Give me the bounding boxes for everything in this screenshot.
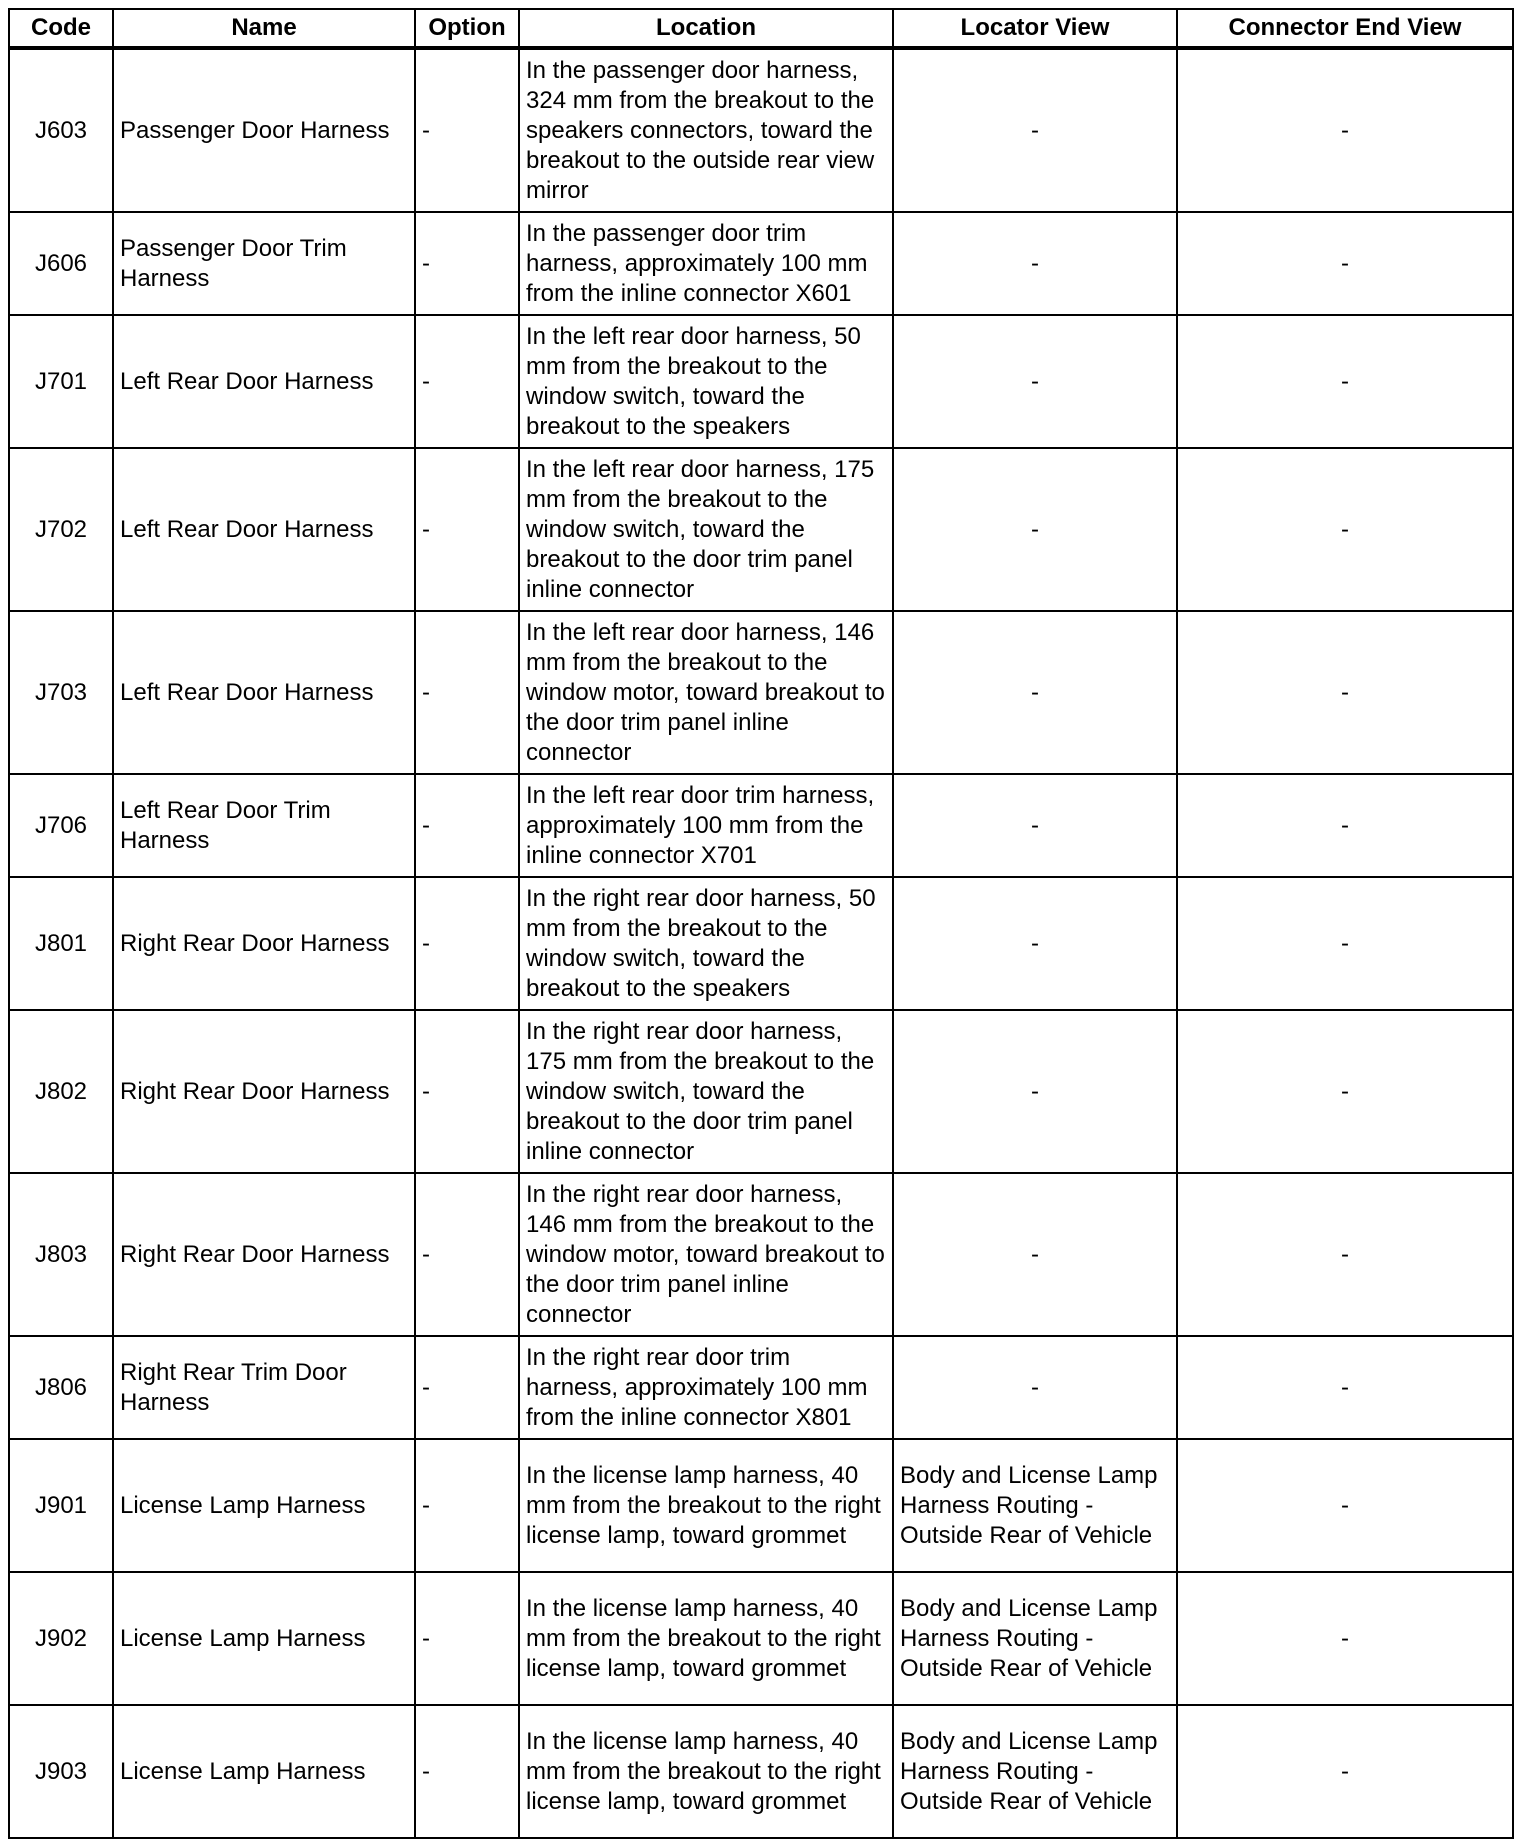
table-row: [9, 1010, 1513, 1173]
cell-name: Left Rear Door Harness: [113, 611, 415, 774]
cell-code: J702: [9, 448, 113, 611]
cell-locator-view: -: [893, 877, 1177, 1010]
cell-connector-end-view: -: [1177, 1336, 1513, 1439]
cell-option: -: [415, 1705, 519, 1838]
cell-connector-end-view: -: [1177, 1010, 1513, 1173]
cell-code: J706: [9, 774, 113, 877]
cell-locator-view: -: [893, 1336, 1177, 1439]
cell-option: -: [415, 1010, 519, 1173]
cell-option: -: [415, 212, 519, 315]
cell-connector-end-view: -: [1177, 877, 1513, 1010]
cell-location: In the license lamp harness, 40 mm from the breakout to the right license lamp, toward grommet: [519, 1705, 893, 1838]
cell-code: J603: [9, 48, 113, 212]
cell-connector-end-view: -: [1177, 315, 1513, 448]
cell-location: In the left rear door harness, 146 mm from the breakout to the window motor, toward breakout to the door trim panel inline connector: [519, 611, 893, 774]
cell-name: Left Rear Door Trim Harness: [113, 774, 415, 877]
cell-option: -: [415, 448, 519, 611]
cell-locator-view: -: [893, 448, 1177, 611]
cell-code: J901: [9, 1439, 113, 1572]
table-row: [9, 1572, 1513, 1705]
table-row: [9, 315, 1513, 448]
cell-name: Left Rear Door Harness: [113, 448, 415, 611]
cell-location: In the license lamp harness, 40 mm from the breakout to the right license lamp, toward grommet: [519, 1439, 893, 1572]
cell-name: License Lamp Harness: [113, 1572, 415, 1705]
header-locator-view: Locator View: [893, 9, 1177, 48]
cell-locator-view: -: [893, 48, 1177, 212]
cell-location: In the passenger door trim harness, approximately 100 mm from the inline connector X601: [519, 212, 893, 315]
table-row: [9, 611, 1513, 774]
table-row: [9, 448, 1513, 611]
cell-locator-view: Body and License Lamp Harness Routing - Outside Rear of Vehicle: [893, 1572, 1177, 1705]
cell-option: -: [415, 315, 519, 448]
splice-pack-table: [8, 8, 1514, 1839]
cell-name: Right Rear Door Harness: [113, 1173, 415, 1336]
table-row: [9, 212, 1513, 315]
cell-connector-end-view: -: [1177, 448, 1513, 611]
cell-locator-view: -: [893, 315, 1177, 448]
cell-option: -: [415, 1439, 519, 1572]
cell-option: -: [415, 1336, 519, 1439]
cell-connector-end-view: -: [1177, 1439, 1513, 1572]
cell-locator-view: Body and License Lamp Harness Routing - Outside Rear of Vehicle: [893, 1439, 1177, 1572]
cell-option: -: [415, 611, 519, 774]
cell-name: License Lamp Harness: [113, 1439, 415, 1572]
cell-connector-end-view: -: [1177, 212, 1513, 315]
cell-locator-view: -: [893, 774, 1177, 877]
cell-location: In the right rear door trim harness, approximately 100 mm from the inline connector X801: [519, 1336, 893, 1439]
cell-location: In the right rear door harness, 175 mm from the breakout to the window switch, toward the breakout to the door trim panel inline connector: [519, 1010, 893, 1173]
table-row: [9, 1173, 1513, 1336]
cell-option: -: [415, 1572, 519, 1705]
cell-location: In the right rear door harness, 146 mm from the breakout to the window motor, toward breakout to the door trim panel inline connector: [519, 1173, 893, 1336]
cell-locator-view: Body and License Lamp Harness Routing - Outside Rear of Vehicle: [893, 1705, 1177, 1838]
cell-locator-view: -: [893, 611, 1177, 774]
cell-code: J703: [9, 611, 113, 774]
table-row: [9, 877, 1513, 1010]
cell-connector-end-view: -: [1177, 611, 1513, 774]
cell-code: J606: [9, 212, 113, 315]
cell-connector-end-view: -: [1177, 1705, 1513, 1838]
cell-code: J802: [9, 1010, 113, 1173]
header-connector-end-view: Connector End View: [1177, 9, 1513, 48]
cell-option: -: [415, 774, 519, 877]
splice-pack-table-page: [8, 8, 1512, 1839]
cell-code: J701: [9, 315, 113, 448]
cell-name: License Lamp Harness: [113, 1705, 415, 1838]
cell-code: J806: [9, 1336, 113, 1439]
cell-connector-end-view: -: [1177, 1572, 1513, 1705]
cell-location: In the passenger door harness, 324 mm from the breakout to the speakers connectors, toward the breakout to the outside rear view mirror: [519, 48, 893, 212]
cell-name: Passenger Door Harness: [113, 48, 415, 212]
cell-location: In the left rear door trim harness, approximately 100 mm from the inline connector X701: [519, 774, 893, 877]
cell-code: J801: [9, 877, 113, 1010]
cell-location: In the license lamp harness, 40 mm from the breakout to the right license lamp, toward grommet: [519, 1572, 893, 1705]
cell-locator-view: -: [893, 212, 1177, 315]
header-option: Option: [415, 9, 519, 48]
table-row: [9, 48, 1513, 212]
cell-code: J902: [9, 1572, 113, 1705]
cell-connector-end-view: -: [1177, 1173, 1513, 1336]
cell-name: Passenger Door Trim Harness: [113, 212, 415, 315]
table-row: [9, 1439, 1513, 1572]
cell-option: -: [415, 48, 519, 212]
header-name: Name: [113, 9, 415, 48]
table-row: [9, 1336, 1513, 1439]
cell-name: Right Rear Door Harness: [113, 1010, 415, 1173]
header-location: Location: [519, 9, 893, 48]
cell-name: Left Rear Door Harness: [113, 315, 415, 448]
cell-name: Right Rear Door Harness: [113, 877, 415, 1010]
table-row: [9, 1705, 1513, 1838]
cell-location: In the left rear door harness, 50 mm from the breakout to the window switch, toward the breakout to the speakers: [519, 315, 893, 448]
cell-location: In the left rear door harness, 175 mm from the breakout to the window switch, toward the breakout to the door trim panel inline connector: [519, 448, 893, 611]
cell-connector-end-view: -: [1177, 774, 1513, 877]
header-code: Code: [9, 9, 113, 48]
cell-option: -: [415, 1173, 519, 1336]
cell-name: Right Rear Trim Door Harness: [113, 1336, 415, 1439]
table-row: [9, 774, 1513, 877]
cell-location: In the right rear door harness, 50 mm from the breakout to the window switch, toward the breakout to the speakers: [519, 877, 893, 1010]
cell-connector-end-view: -: [1177, 48, 1513, 212]
header-row: [9, 9, 1513, 48]
cell-option: -: [415, 877, 519, 1010]
cell-locator-view: -: [893, 1173, 1177, 1336]
cell-code: J803: [9, 1173, 113, 1336]
cell-locator-view: -: [893, 1010, 1177, 1173]
cell-code: J903: [9, 1705, 113, 1838]
